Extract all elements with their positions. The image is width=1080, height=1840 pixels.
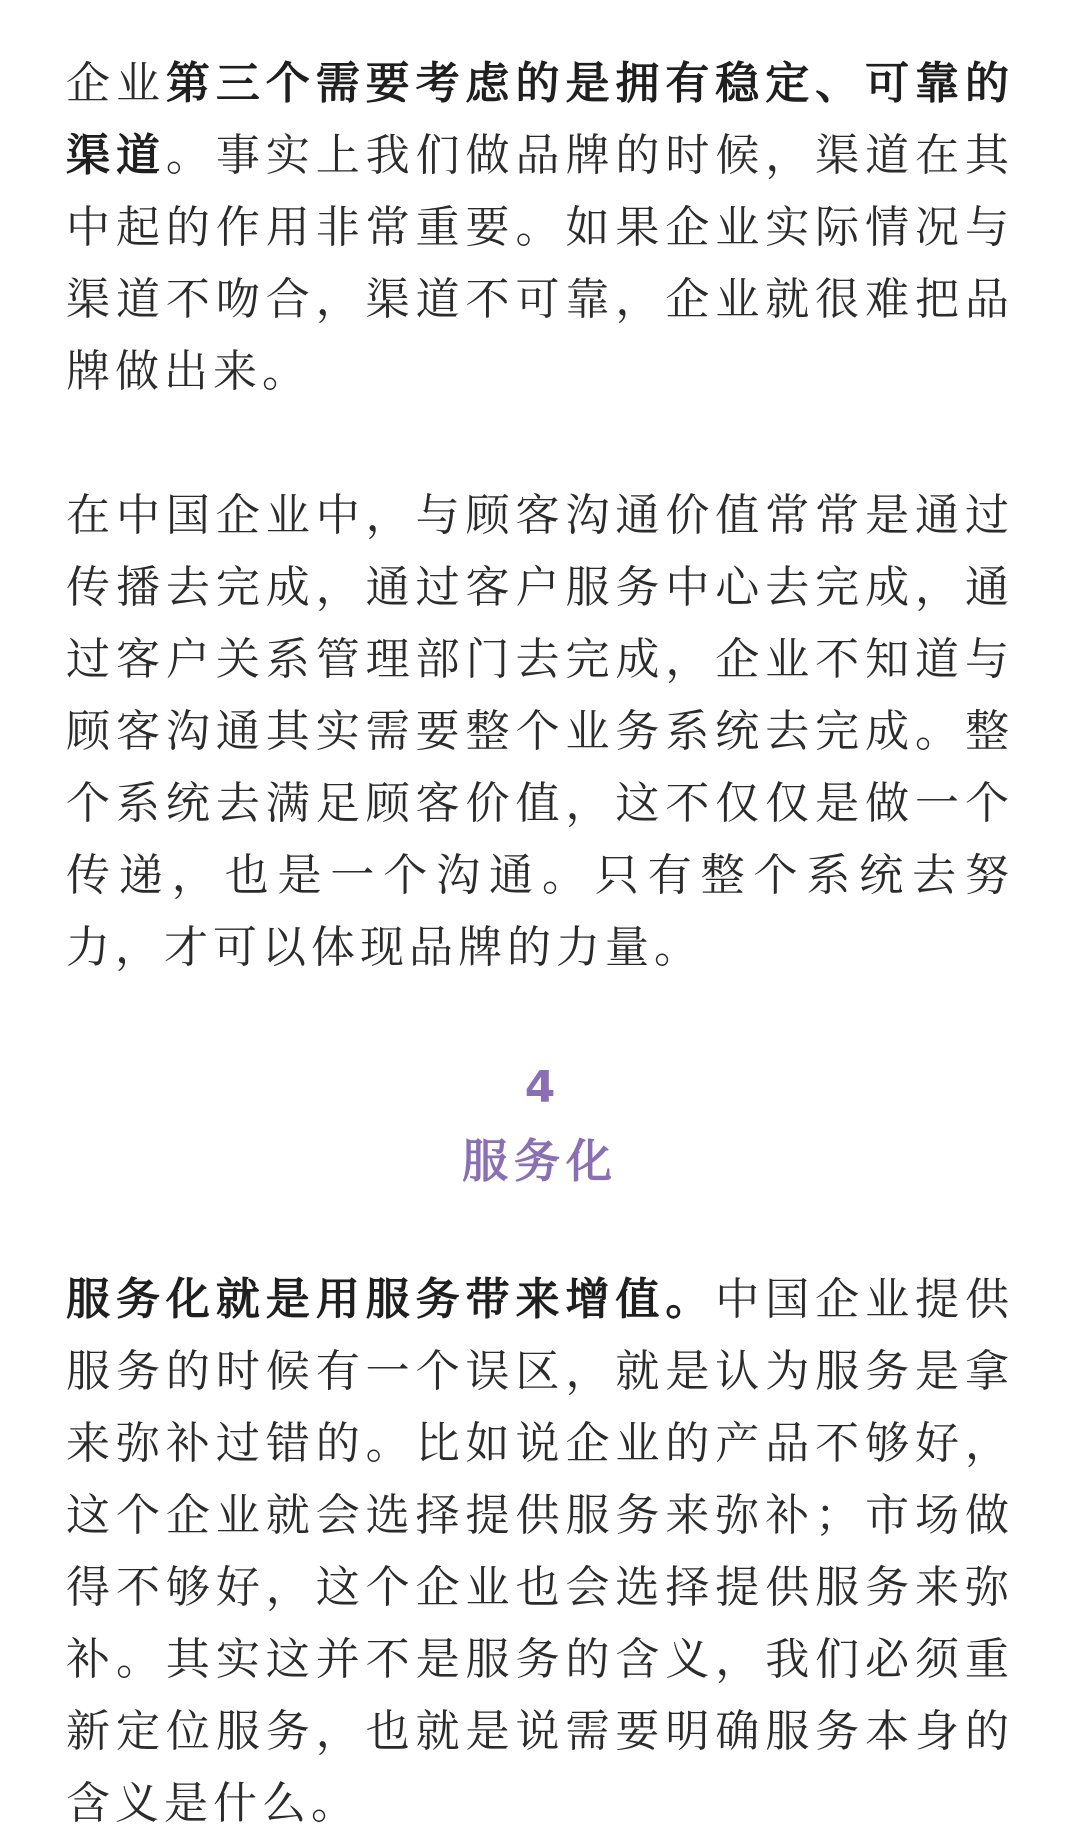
paragraph-channel-lead: 企业: [66, 58, 166, 109]
paragraph-channel: [66, 48, 1014, 408]
article-body: [66, 48, 1014, 1840]
section-number: 4: [524, 1062, 556, 1113]
paragraph-channel-text: 。事实上我们做品牌的时候，渠道在其中起的作用非常重要。如果企业实际情况与渠道不吻合，渠道不可靠，企业就很难把品牌做出来。: [66, 130, 1015, 397]
paragraph-servitization-key-point: 服务化就是用服务带来增值。: [66, 1274, 716, 1325]
paragraph-customer-communication-text: 在中国企业中，与顾客沟通价值常常是通过传播去完成，通过客户服务中心去完成，通过客户关系管理部门去完成，企业不知道与顾客沟通其实需要整个业务系统去完成。整个系统去满足顾客价值，这不仅仅是做一个传递，也是一个沟通。只有整个系统去努力，才可以体现品牌的力量。: [66, 490, 1014, 973]
section-title: 服务化: [462, 1134, 618, 1188]
section-heading: [66, 1060, 1014, 1196]
paragraph-channel-key-point: 第三个需要考虑的是拥有稳定、可靠的渠道: [66, 58, 1015, 181]
paragraph-servitization-text: 中国企业提供服务的时候有一个误区，就是认为服务是拿来弥补过错的。比如说企业的产品不够好，这个企业就会选择提供服务来弥补；市场做得不够好，这个企业也会选择提供服务来弥补。其实这并不是服务的含义，我们必须重新定位服务，也就是说需要明确服务本身的含义是什么。: [66, 1274, 1015, 1829]
paragraph-servitization: [66, 1264, 1014, 1840]
paragraph-customer-communication: [66, 480, 1014, 984]
